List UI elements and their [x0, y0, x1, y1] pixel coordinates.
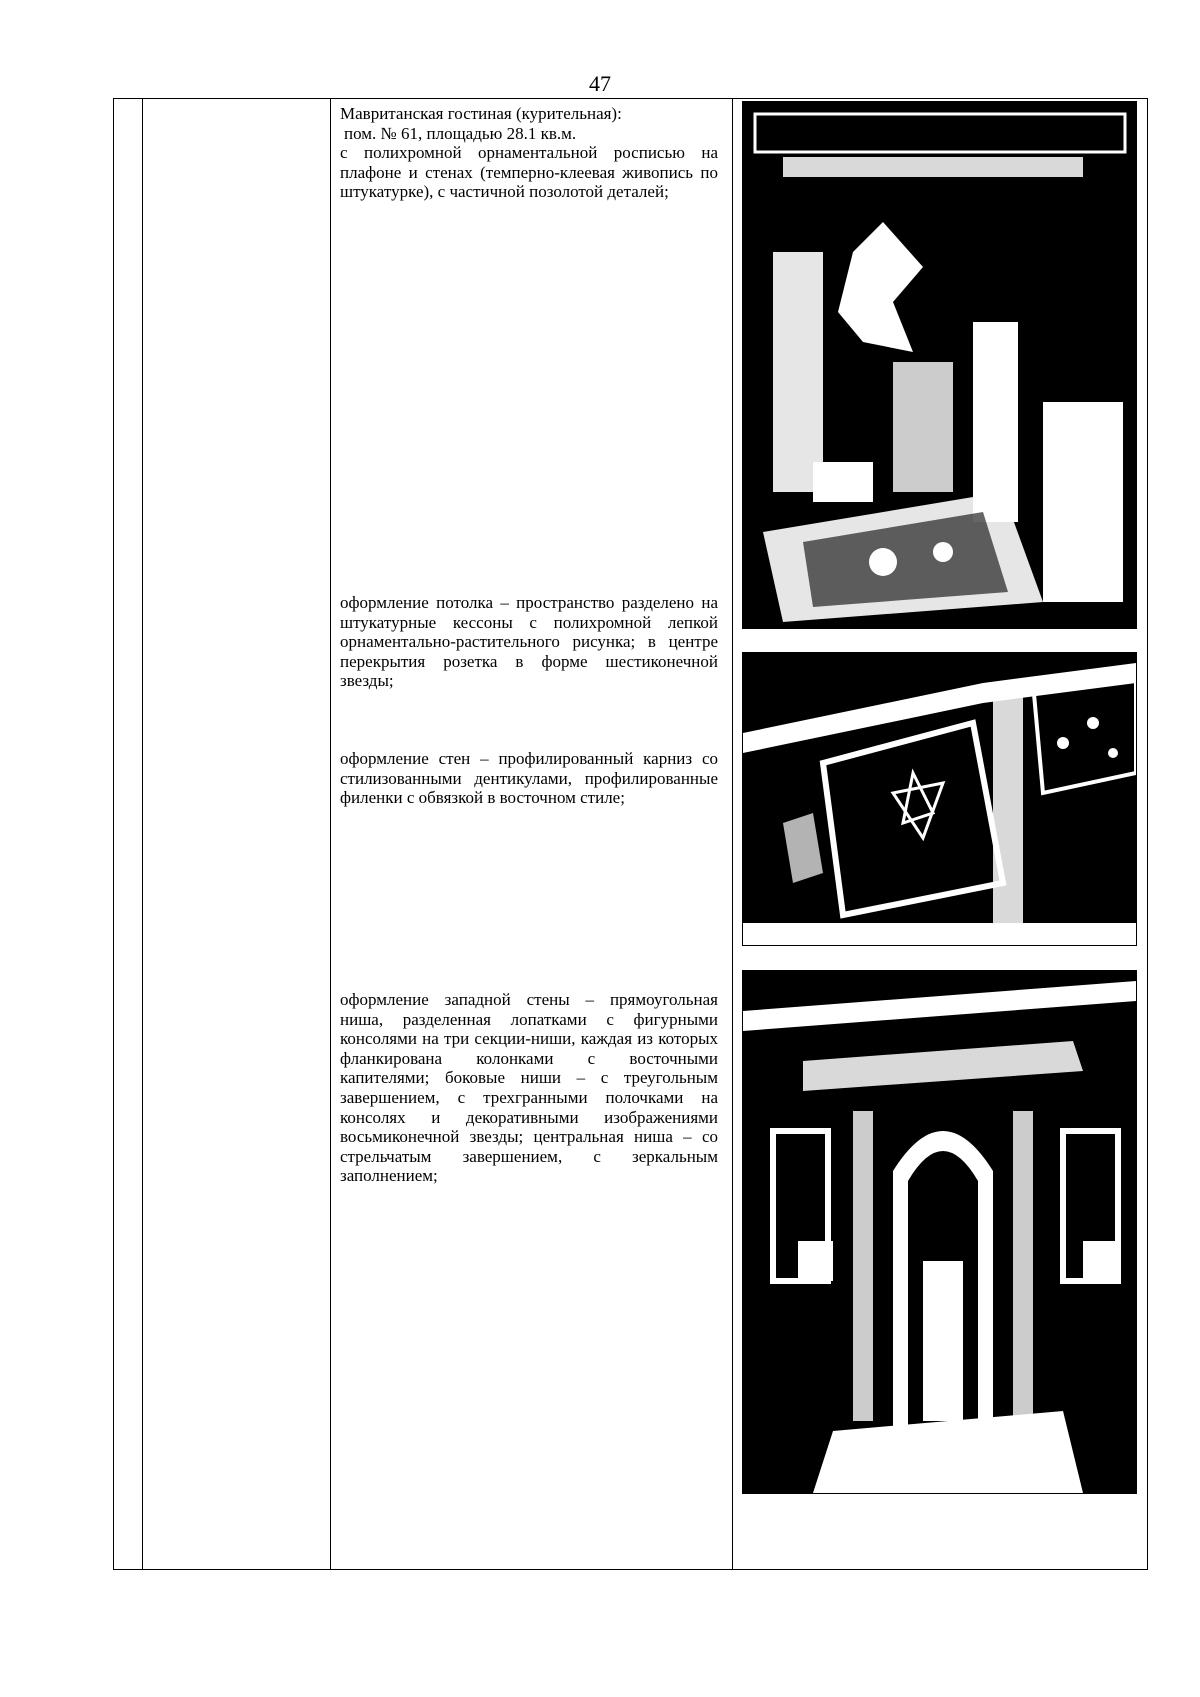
- intro-block: [340, 104, 718, 202]
- room-title: Мавританская гостиная (курительная):: [340, 104, 622, 123]
- column-divider: [330, 99, 331, 1569]
- column-divider: [142, 99, 143, 1569]
- ceiling-block: [340, 593, 718, 691]
- page-number: 47: [589, 71, 611, 96]
- ceiling-photo: [742, 652, 1137, 946]
- room-description: с полихромной орнаментальной росписью на плафоне и стенах (темперно-клеевая живопись по штукатурке), с частичной позолотой деталей;: [340, 143, 718, 202]
- walls-block: [340, 749, 718, 808]
- ceiling-description: оформление потолка – пространство разделено на штукатурные кессоны с полихромной лепкой орнаментально-растительного рисунка; в центре перекрытия розетка в форме шестиконечной звезды;: [340, 593, 718, 691]
- interior-photo: [742, 101, 1137, 629]
- column-divider: [732, 99, 733, 1569]
- west-wall-block: [340, 990, 718, 1186]
- room-area: пом. № 61, площадью 28.1 кв.м.: [344, 123, 577, 143]
- west-wall-description: оформление западной стены – прямоугольная ниша, разделенная лопатками с фигурными консолями на три секции-ниши, каждая из которых фланкирована колонками с восточными капителями; боковые ниши – с треугольным завершением, с трехгранными полочками на консолях и декоративными изображениями восьмиконечной звезды; центральная ниша – со стрельчатым завершением, с зеркальным заполнением;: [340, 990, 718, 1186]
- niche-photo: [742, 970, 1137, 1494]
- walls-description: оформление стен – профилированный карниз со стилизованными дентикулами, профилированные филенки с обвязкой в восточном стиле;: [340, 749, 718, 808]
